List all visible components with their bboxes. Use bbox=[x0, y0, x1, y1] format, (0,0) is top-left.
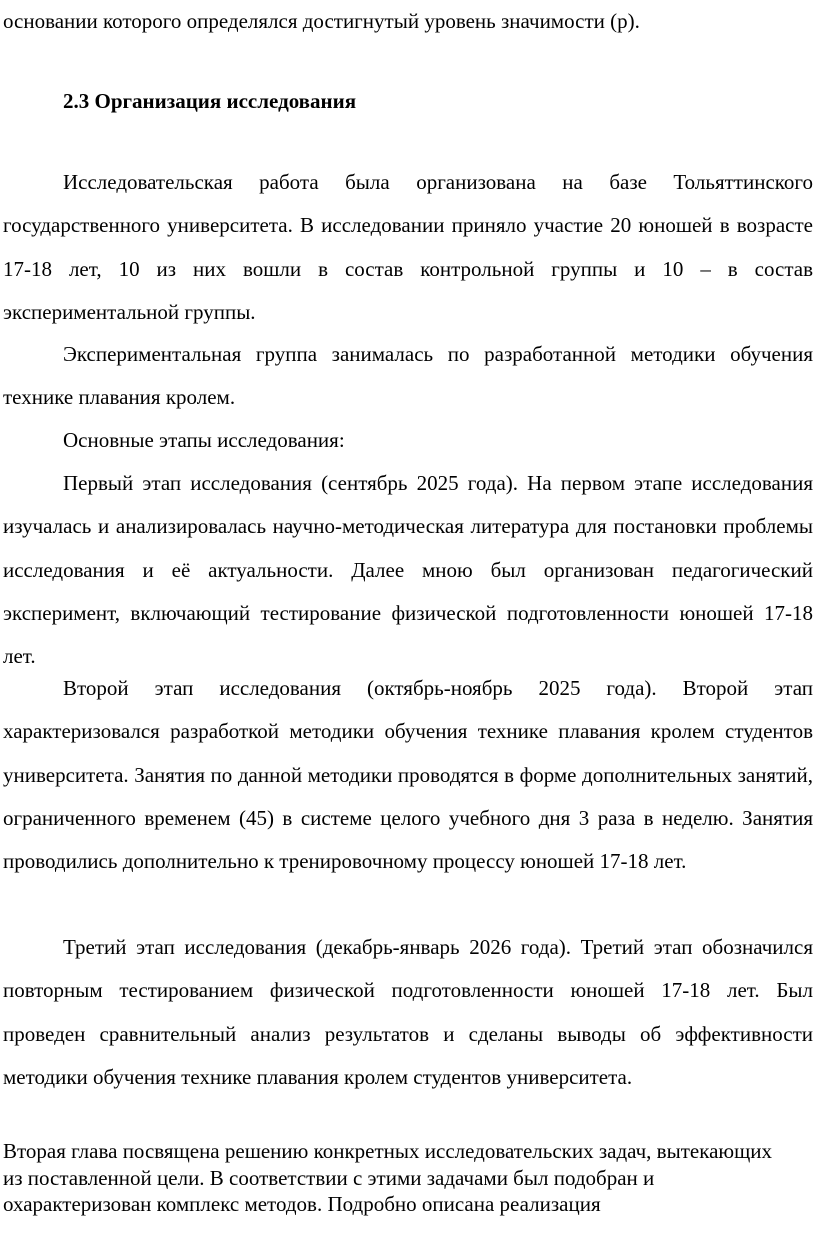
section-heading: 2.3 Организация исследования bbox=[63, 89, 357, 113]
paragraph-stage-one: Первый этап исследования (сентябрь 2025 года). На первом этапе исследования изучалась и анализировалась научно-методическая литература для постановки проблемы исследования и её актуальности. Далее мною был организован педагогический эксперимент, включающий тестирование физической подготовленности юношей 17-18 лет. bbox=[3, 471, 813, 669]
paragraph-stages-intro: Основные этапы исследования: bbox=[63, 428, 345, 452]
paragraph-organization: Исследовательская работа была организована на базе Тольяттинского государственного университета. В исследовании приняло участие 20 юношей в возрасте 17-18 лет, 10 из них вошли в состав контрольной группы и 10 – в состав экспериментальной группы. bbox=[3, 170, 813, 324]
tail-paragraph: Вторая глава посвящена решению конкретных исследовательских задач, вытекающих из поставленной цели. В соответствии с этими задачами был подобран и охарактеризован комплекс методов. Подробно описана реализация bbox=[3, 1139, 773, 1216]
paragraph-stage-two: Второй этап исследования (октябрь-ноябрь 2025 года). Второй этап характеризовался разработкой методики обучения технике плавания кролем студентов университета. Занятия по данной методики проводятся в форме дополнительных занятий, ограниченного временем (45) в системе целого учебного дня 3 раза в неделю. Занятия проводились дополнительно к тренировочному процессу юношей 17-18 лет. bbox=[3, 676, 813, 874]
top-line-text: основании которого определялся достигнутый уровень значимости (р). bbox=[3, 9, 640, 33]
paragraph-stage-three: Третий этап исследования (декабрь-январь 2026 года). Третий этап обозначился повторным тестированием физической подготовленности юношей 17-18 лет. Был проведен сравнительный анализ результатов и сделаны выводы об эффективности методики обучения технике плавания кролем студентов университета. bbox=[3, 935, 813, 1089]
paragraph-experimental-group: Экспериментальная группа занималась по разработанной методики обучения технике плавания кролем. bbox=[3, 342, 813, 410]
